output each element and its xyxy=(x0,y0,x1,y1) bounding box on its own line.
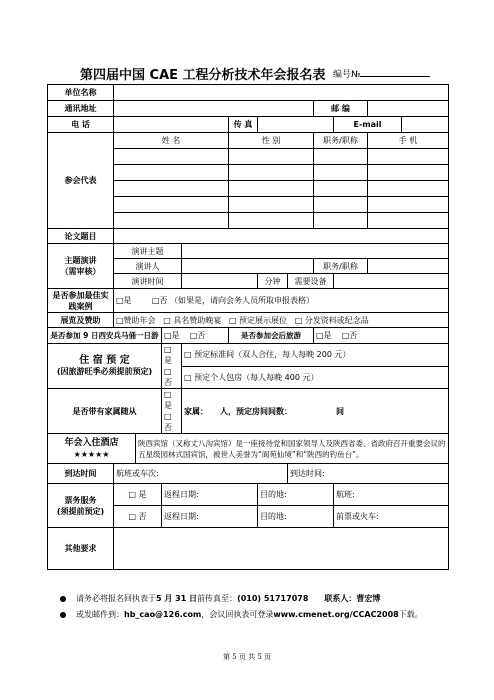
attendee-position-field[interactable] xyxy=(314,197,368,213)
arrival-flight-field[interactable] xyxy=(114,464,288,484)
serial-label: 编号№ xyxy=(333,70,361,80)
attendee-gender-field[interactable] xyxy=(229,149,314,165)
note2-c: ，会议回执表可登录 xyxy=(201,610,274,619)
tour-no-checkbox[interactable]: □否 xyxy=(189,331,206,340)
fax-field[interactable] xyxy=(258,117,334,133)
attendee-position-field[interactable] xyxy=(314,213,368,229)
attendee-position-field[interactable] xyxy=(314,149,368,165)
serial-field[interactable] xyxy=(360,68,430,77)
expo-booth-checkbox[interactable]: □ 预定展示展位 xyxy=(228,315,288,325)
tour-yes-checkbox[interactable]: □是 xyxy=(164,331,180,340)
talk-label-main: 主题演讲 xyxy=(64,256,97,265)
family-label: 是否带有家属随从 xyxy=(48,389,162,434)
ticket-date-label: 返程日期: xyxy=(164,490,199,499)
note1-a: 请务必将报名回执表于 xyxy=(76,594,156,603)
email-field[interactable] xyxy=(402,117,449,133)
venue-stars: ★★★★★ xyxy=(73,450,110,459)
arrival-flight-label: 航班或车次: xyxy=(116,469,159,478)
attendee-position-field[interactable] xyxy=(314,181,368,197)
ticket-dest-field[interactable] xyxy=(258,484,334,506)
page-number: 第 5 页 共 5 页 xyxy=(222,653,272,661)
attendee-header-position: 职务/职称 xyxy=(314,133,368,149)
paper-label: 论文题目 xyxy=(48,229,114,244)
ticket-yes-checkbox[interactable]: □ 是 xyxy=(114,484,162,506)
talk-label xyxy=(48,244,114,289)
attendee-gender-field[interactable] xyxy=(229,197,314,213)
attendee-header-name: 姓 名 xyxy=(114,133,229,149)
attendee-mobile-field[interactable] xyxy=(368,181,449,197)
other-field[interactable] xyxy=(114,528,449,570)
form-title: 第四届中国 CAE 工程分析技术年会报名表 xyxy=(80,68,326,83)
arrival-time-field[interactable] xyxy=(288,464,449,484)
talk-label-note: （需审核） xyxy=(60,267,101,276)
talk-topic-label: 演讲主题 xyxy=(114,244,182,259)
footnote-email xyxy=(60,607,423,623)
venue-title: 年会入住酒店 xyxy=(64,438,119,448)
email-label: E-mail xyxy=(334,117,402,133)
hotel-yes-checkbox[interactable]: □ 是 xyxy=(164,345,172,365)
note1-deadline: 5 月 31 日 xyxy=(156,594,198,603)
phone-label: 电 话 xyxy=(48,117,114,133)
attendee-label: 参会代表 xyxy=(48,133,114,229)
ticket-date-label-2: 返程日期: xyxy=(164,512,199,521)
other-label: 其他要求 xyxy=(48,528,114,570)
bullet-icon xyxy=(60,612,66,618)
talk-time-label: 演讲时间 xyxy=(114,274,182,289)
attendee-gender-field[interactable] xyxy=(229,165,314,181)
tour-label: 是否参加 9 日西安兵马俑一日游 xyxy=(48,328,162,344)
expo-label: 展览及赞助 xyxy=(48,313,114,328)
attendee-name-field[interactable] xyxy=(114,165,229,181)
note2-email[interactable]: hb_cao@126.com xyxy=(124,610,202,619)
aftertour-yes-checkbox[interactable]: □是 xyxy=(316,331,332,340)
ticket-label xyxy=(48,484,114,528)
note2-url[interactable]: www.cmenet.org/CCAC2008 xyxy=(273,610,399,619)
address-label: 通讯地址 xyxy=(48,101,114,117)
org-label: 单位名称 xyxy=(48,85,114,101)
case-label: 是否参加最佳实践案例 xyxy=(48,289,114,313)
ticket-date-field-2[interactable] xyxy=(162,506,258,528)
attendee-name-field[interactable] xyxy=(114,197,229,213)
expo-materials-checkbox[interactable]: □ 分发资料或纪念品 xyxy=(294,315,369,325)
ticket-dest-label: 目的地: xyxy=(260,490,287,499)
ticket-train-label: 前票或火车: xyxy=(336,512,379,521)
attendee-gender-field[interactable] xyxy=(229,181,314,197)
hotel-choice xyxy=(162,344,182,389)
ticket-title: 票务服务 xyxy=(64,495,97,505)
family-fields: 家属： 人，预定房间间数： 间 xyxy=(182,389,449,434)
ticket-dest-field-2[interactable] xyxy=(258,506,334,528)
attendee-position-field[interactable] xyxy=(314,165,368,181)
note1-c: 前传真至： xyxy=(197,594,238,603)
ticket-no-checkbox[interactable]: □ 否 xyxy=(114,506,162,528)
serial-number xyxy=(333,67,430,80)
attendee-mobile-field[interactable] xyxy=(368,149,449,165)
ticket-flight-field[interactable] xyxy=(334,484,449,506)
note1-contact: 曹宏博 xyxy=(356,594,381,603)
talk-speaker-field[interactable] xyxy=(182,259,314,274)
talk-equipment-label: 需要设备 xyxy=(288,274,334,289)
attendee-mobile-field[interactable] xyxy=(368,213,449,229)
registration-table xyxy=(47,84,449,570)
attendee-mobile-field[interactable] xyxy=(368,165,449,181)
arrival-label: 到达时间 xyxy=(48,464,114,484)
attendee-name-field[interactable] xyxy=(114,213,229,229)
aftertour-label: 是否参加会后旅游 xyxy=(229,328,314,344)
attendee-gender-field[interactable] xyxy=(229,213,314,229)
ticket-date-field[interactable] xyxy=(162,484,258,506)
family-choice xyxy=(162,389,182,434)
talk-time-field[interactable] xyxy=(182,274,258,289)
expo-dinner-checkbox[interactable]: □ 具名赞助晚宴 xyxy=(163,315,222,325)
phone-field[interactable] xyxy=(114,117,229,133)
footnote-fax xyxy=(60,591,423,607)
case-yes-checkbox[interactable]: □是 xyxy=(116,296,132,305)
hotel-title: 住 宿 预 定 xyxy=(79,355,130,366)
ticket-flight-label: 航班: xyxy=(336,490,355,499)
case-no-checkbox[interactable]: □否 xyxy=(151,296,168,305)
family-yes-checkbox[interactable]: □是 xyxy=(164,390,172,410)
attendee-mobile-field[interactable] xyxy=(368,197,449,213)
talk-equipment-field[interactable] xyxy=(334,274,449,289)
hotel-no-checkbox[interactable]: □ 否 xyxy=(164,367,172,387)
bullet-icon xyxy=(60,596,66,602)
org-field[interactable] xyxy=(114,85,449,101)
talk-position-field[interactable] xyxy=(368,259,449,274)
postcode-label: 邮 编 xyxy=(314,101,368,117)
talk-speaker-label: 演讲人 xyxy=(114,259,182,274)
hotel-note: (因旅游旺季必须提前预定) xyxy=(56,367,153,376)
talk-topic-field[interactable] xyxy=(182,244,449,259)
family-no-checkbox[interactable]: □否 xyxy=(164,412,172,432)
case-note: （如果是，请向会务人员所取申报表格） xyxy=(170,296,315,305)
venue-description: 陕西宾馆（又称丈八沟宾馆）是一座接待党和国家领导人及陕西省委、省政府召开重要会议的五星级园林式国宾馆，被世人美誉为“阆苑仙境”和“陕西的钓鱼台”。 xyxy=(136,434,449,464)
talk-minutes-label: 分钟 xyxy=(258,274,288,289)
talk-position-label: 职务/职称 xyxy=(314,259,368,274)
hotel-label xyxy=(48,344,162,389)
ticket-note: (须提前预定) xyxy=(56,506,105,516)
expo-sponsor-checkbox[interactable]: □赞助年会 xyxy=(116,315,156,325)
note2-e: 下载。 xyxy=(398,610,423,619)
fax-label: 传 真 xyxy=(229,117,258,133)
note2-a: 或发邮件到： xyxy=(76,610,124,619)
footnotes xyxy=(60,591,423,623)
hotel-standard-checkbox[interactable]: □ 预定标准间（双人合住，每人每晚 200 元） xyxy=(182,344,449,367)
note1-fax: (010) 51717078 联系人： xyxy=(237,594,357,603)
aftertour-no-checkbox[interactable]: □否 xyxy=(341,331,358,340)
attendee-header-gender: 性 别 xyxy=(229,133,314,149)
attendee-name-field[interactable] xyxy=(114,149,229,165)
postcode-field[interactable] xyxy=(368,101,449,117)
attendee-header-mobile: 手 机 xyxy=(368,133,449,149)
hotel-single-checkbox[interactable]: □ 预定个人包房（每人每晚 400 元） xyxy=(182,366,449,389)
venue-label xyxy=(48,434,136,464)
arrival-time-label: 到达时间: xyxy=(290,469,325,478)
address-field[interactable] xyxy=(114,101,314,117)
ticket-dest-label-2: 目的地: xyxy=(260,512,287,521)
ticket-train-field[interactable] xyxy=(334,506,449,528)
paper-field[interactable] xyxy=(114,229,449,244)
attendee-name-field[interactable] xyxy=(114,181,229,197)
